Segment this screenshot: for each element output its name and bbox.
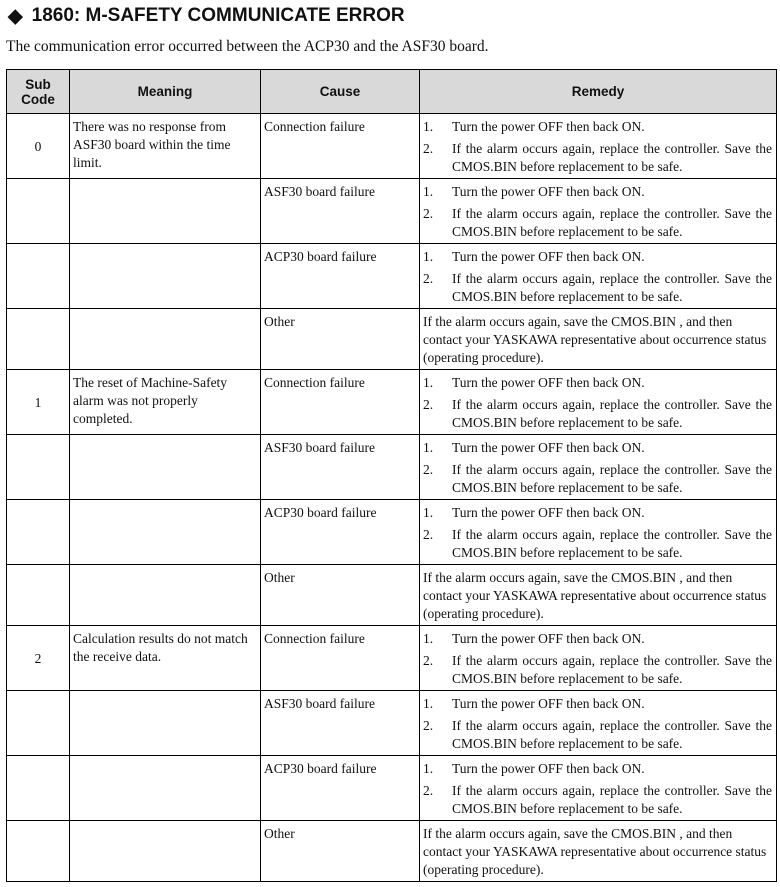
- sub-code-cell: [7, 179, 70, 244]
- meaning-cell: [70, 500, 261, 565]
- sub-code-cell: [7, 244, 70, 309]
- cause-cell: Other: [261, 309, 420, 370]
- header-sub-code-label: Sub Code: [21, 76, 55, 107]
- sub-code-cell: [7, 565, 70, 626]
- page-title-text: 1860: M-SAFETY COMMUNICATE ERROR: [31, 5, 405, 26]
- remedy-step-text: If the alarm occurs again, replace the controller. Save the CMOS.BIN before replacement to be safe.: [452, 397, 772, 430]
- alarm-table: [6, 69, 777, 882]
- remedy-step: [423, 140, 772, 176]
- meaning-cell: [70, 309, 261, 370]
- sub-code-cell: [7, 691, 70, 756]
- remedy-cell: [420, 626, 777, 691]
- remedy-cell: [420, 309, 777, 370]
- remedy-step: [423, 504, 772, 522]
- diamond-bullet-icon: ◆: [8, 5, 23, 27]
- remedy-step-text: Turn the power OFF then back ON.: [452, 696, 645, 711]
- sub-code-cell: [7, 756, 70, 821]
- remedy-step-number: 1.: [423, 184, 434, 199]
- sub-code-cell: [7, 500, 70, 565]
- table-row: [7, 309, 777, 370]
- remedy-step-text: If the alarm occurs again, replace the controller. Save the CMOS.BIN before replacement to be safe.: [452, 527, 772, 560]
- remedy-step-text: If the alarm occurs again, replace the controller. Save the CMOS.BIN before replacement to be safe.: [452, 141, 772, 174]
- remedy-step-text: Turn the power OFF then back ON.: [452, 375, 645, 390]
- cause-cell: Other: [261, 565, 420, 626]
- page-title: [8, 4, 405, 28]
- sub-code-cell: [7, 821, 70, 882]
- meaning-cell: [70, 435, 261, 500]
- remedy-cell: [420, 179, 777, 244]
- remedy-step: [423, 782, 772, 818]
- table-row: [7, 370, 777, 435]
- remedy-cell: [420, 500, 777, 565]
- table-row: [7, 691, 777, 756]
- table-header-row: [7, 70, 777, 114]
- cause-cell: ASF30 board failure: [261, 691, 420, 756]
- remedy-step: [423, 695, 772, 713]
- remedy-step: [423, 183, 772, 201]
- remedy-step: [423, 652, 772, 688]
- cause-cell: ASF30 board failure: [261, 179, 420, 244]
- remedy-step-text: If the alarm occurs again, replace the controller. Save the CMOS.BIN before replacement to be safe.: [452, 783, 772, 816]
- cause-cell: ACP30 board failure: [261, 244, 420, 309]
- remedy-text: If the alarm occurs again, save the CMOS.BIN , and then contact your YASKAWA representative about occurrence status (operating procedure).: [423, 570, 767, 621]
- remedy-step-text: Turn the power OFF then back ON.: [452, 761, 645, 776]
- table-row: [7, 244, 777, 309]
- remedy-step-number: 1.: [423, 440, 434, 455]
- table-row: [7, 435, 777, 500]
- meaning-cell: [70, 691, 261, 756]
- remedy-step: [423, 461, 772, 497]
- remedy-step: [423, 630, 772, 648]
- remedy-cell: [420, 244, 777, 309]
- cause-cell: Connection failure: [261, 370, 420, 435]
- remedy-step: [423, 717, 772, 753]
- remedy-step-number: 2.: [423, 141, 434, 156]
- table-row: [7, 565, 777, 626]
- remedy-step: [423, 374, 772, 392]
- remedy-step-number: 2.: [423, 206, 434, 221]
- table-row: [7, 179, 777, 244]
- remedy-step-number: 1.: [423, 375, 434, 390]
- table-row: [7, 821, 777, 882]
- remedy-step-text: Turn the power OFF then back ON.: [452, 631, 645, 646]
- sub-code-cell: [7, 435, 70, 500]
- remedy-step-number: 1.: [423, 631, 434, 646]
- remedy-step-number: 1.: [423, 249, 434, 264]
- header-cause: Cause: [261, 70, 420, 114]
- remedy-step-text: Turn the power OFF then back ON.: [452, 505, 645, 520]
- remedy-cell: [420, 691, 777, 756]
- remedy-step-number: 2.: [423, 527, 434, 542]
- remedy-step-number: 2.: [423, 653, 434, 668]
- remedy-step-text: Turn the power OFF then back ON.: [452, 119, 645, 134]
- cause-cell: Connection failure: [261, 114, 420, 179]
- cause-cell: Other: [261, 821, 420, 882]
- table-row: [7, 626, 777, 691]
- remedy-step-number: 2.: [423, 271, 434, 286]
- remedy-cell: [420, 565, 777, 626]
- remedy-step-text: If the alarm occurs again, replace the controller. Save the CMOS.BIN before replacement to be safe.: [452, 206, 772, 239]
- remedy-cell: [420, 370, 777, 435]
- remedy-step-number: 2.: [423, 462, 434, 477]
- remedy-step-text: If the alarm occurs again, replace the controller. Save the CMOS.BIN before replacement to be safe.: [452, 271, 772, 304]
- remedy-cell: [420, 821, 777, 882]
- header-remedy: Remedy: [420, 70, 777, 114]
- meaning-cell: The reset of Machine-Safety alarm was not properly completed.: [70, 370, 261, 435]
- remedy-step: [423, 205, 772, 241]
- remedy-cell: [420, 756, 777, 821]
- remedy-step-number: 2.: [423, 397, 434, 412]
- remedy-step-text: If the alarm occurs again, replace the controller. Save the CMOS.BIN before replacement to be safe.: [452, 462, 772, 495]
- table-row: [7, 114, 777, 179]
- meaning-cell: [70, 244, 261, 309]
- remedy-step: [423, 396, 772, 432]
- remedy-text: If the alarm occurs again, save the CMOS.BIN , and then contact your YASKAWA representative about occurrence status (operating procedure).: [423, 826, 767, 877]
- table-row: [7, 500, 777, 565]
- remedy-step: [423, 270, 772, 306]
- remedy-step-number: 1.: [423, 761, 434, 776]
- remedy-cell: [420, 435, 777, 500]
- meaning-cell: [70, 179, 261, 244]
- alarm-table-body: [7, 114, 777, 882]
- page-description: The communication error occurred between the ACP30 and the ASF30 board.: [6, 38, 489, 55]
- cause-cell: ACP30 board failure: [261, 756, 420, 821]
- remedy-cell: [420, 114, 777, 179]
- remedy-step-text: Turn the power OFF then back ON.: [452, 184, 645, 199]
- remedy-step: [423, 526, 772, 562]
- header-sub-code: [7, 70, 70, 114]
- cause-cell: ASF30 board failure: [261, 435, 420, 500]
- remedy-step-text: If the alarm occurs again, replace the controller. Save the CMOS.BIN before replacement to be safe.: [452, 653, 772, 686]
- remedy-step-number: 1.: [423, 505, 434, 520]
- remedy-step-number: 1.: [423, 696, 434, 711]
- sub-code-cell: 1: [7, 370, 70, 435]
- remedy-step: [423, 118, 772, 136]
- remedy-step-text: Turn the power OFF then back ON.: [452, 249, 645, 264]
- remedy-text: If the alarm occurs again, save the CMOS.BIN , and then contact your YASKAWA representative about occurrence status (operating procedure).: [423, 314, 767, 365]
- sub-code-cell: [7, 309, 70, 370]
- remedy-step: [423, 248, 772, 266]
- remedy-step-text: Turn the power OFF then back ON.: [452, 440, 645, 455]
- cause-cell: ACP30 board failure: [261, 500, 420, 565]
- header-meaning: Meaning: [70, 70, 261, 114]
- meaning-cell: [70, 821, 261, 882]
- sub-code-cell: 0: [7, 114, 70, 179]
- remedy-step-number: 2.: [423, 718, 434, 733]
- meaning-cell: [70, 565, 261, 626]
- remedy-step-number: 2.: [423, 783, 434, 798]
- remedy-step: [423, 439, 772, 457]
- remedy-step-number: 1.: [423, 119, 434, 134]
- sub-code-cell: 2: [7, 626, 70, 691]
- cause-cell: Connection failure: [261, 626, 420, 691]
- meaning-cell: There was no response from ASF30 board within the time limit.: [70, 114, 261, 179]
- remedy-step-text: If the alarm occurs again, replace the controller. Save the CMOS.BIN before replacement to be safe.: [452, 718, 772, 751]
- table-row: [7, 756, 777, 821]
- remedy-step: [423, 760, 772, 778]
- meaning-cell: Calculation results do not match the receive data.: [70, 626, 261, 691]
- meaning-cell: [70, 756, 261, 821]
